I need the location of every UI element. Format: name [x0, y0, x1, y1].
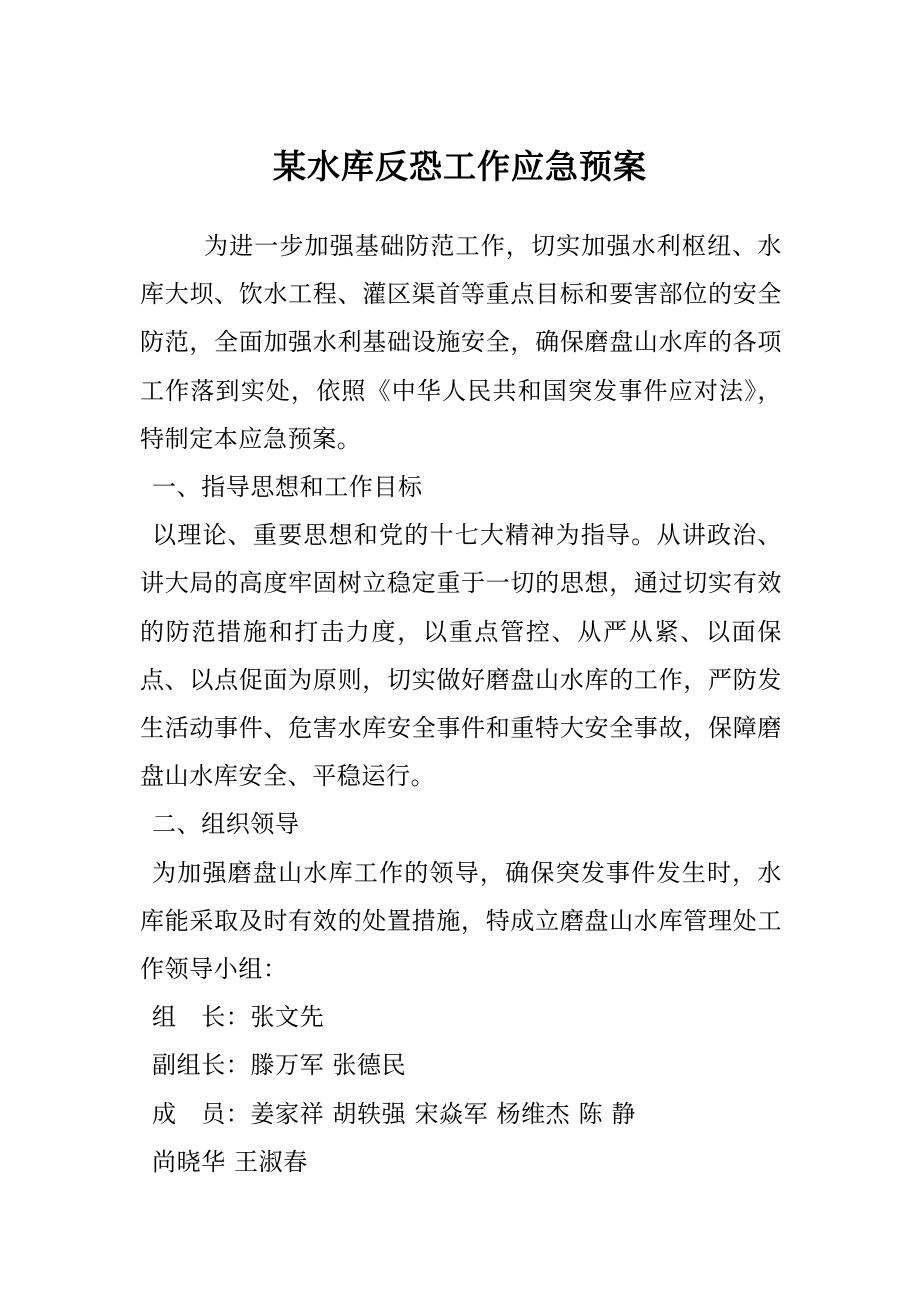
section-1-heading: 一、指导思想和工作目标 [152, 473, 423, 502]
document-body [140, 222, 782, 1186]
section-1-paragraph: 以理论、重要思想和党的十七大精神为指导。从讲政治、讲大局的高度牢固树立稳定重于一切的思想，通过切实有效的防范措施和打击力度，以重点管控、从严从紧、以面保点、以点促面为原则，切实做好磨盘山水库的工作，严防发生活动事件、危害水库安全事件和重特大安全事故，保障磨盘山水库安全、平稳运行。 [140, 521, 782, 791]
members-line-continued: 尚晓华 王淑春 [152, 1147, 308, 1176]
document-title: 某水库反恐工作应急预案 [273, 147, 647, 186]
leader-line: 组 长：张文先 [152, 1003, 325, 1032]
members-line: 成 员：姜家祥 胡轶强 宋焱军 杨维杰 陈 静 [152, 1099, 636, 1128]
section-2-heading: 二、组织领导 [152, 810, 300, 839]
intro-paragraph: 为进一步加强基础防范工作，切实加强水利枢纽、水库大坝、饮水工程、灌区渠首等重点目标和要害部位的安全防范，全面加强水利基础设施安全，确保磨盘山水库的各项工作落到实处，依照《中华人民共和国突发事件应对法》，特制定本应急预案。 [140, 232, 782, 453]
deputy-leader-line: 副组长：滕万军 张德民 [152, 1051, 407, 1080]
section-2-paragraph: 为加强磨盘山水库工作的领导，确保突发事件发生时，水库能采取及时有效的处置措施，特成立磨盘山水库管理处工作领导小组： [140, 858, 782, 984]
